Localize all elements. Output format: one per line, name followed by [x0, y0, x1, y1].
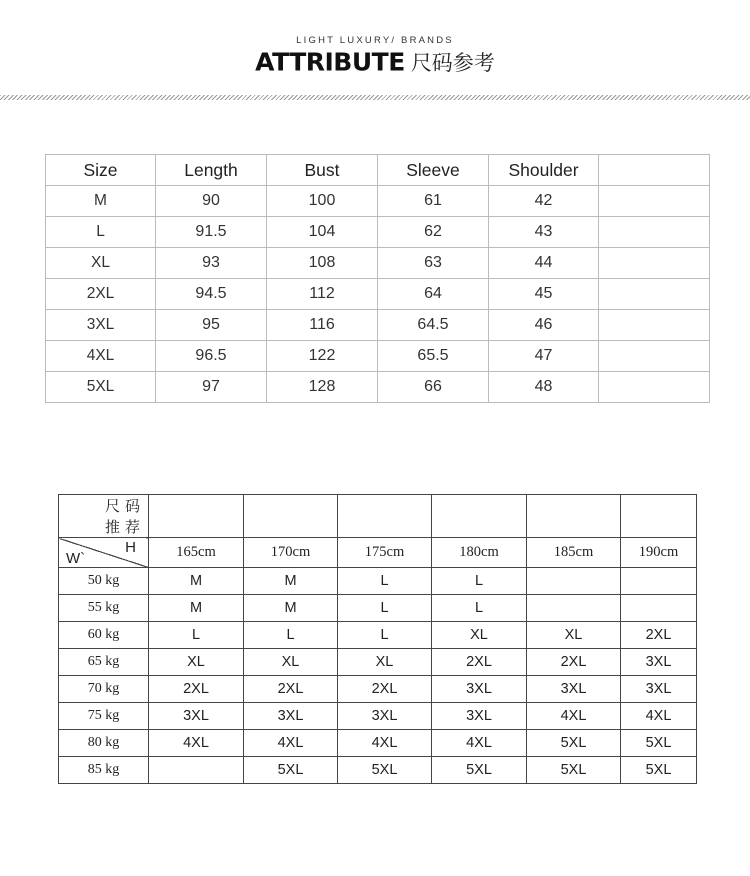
recommend-row: [59, 730, 697, 757]
size-chart-header-cell: Sleeve: [378, 155, 489, 186]
size-chart-cell: 64.5: [378, 310, 489, 341]
recommended-size-cell: 4XL: [244, 730, 338, 757]
recommend-row: [59, 595, 697, 622]
size-chart-header-cell: Shoulder: [489, 155, 599, 186]
size-chart-cell: 44: [489, 248, 599, 279]
weight-cell: 85 kg: [59, 757, 149, 784]
size-chart-cell: XL: [46, 248, 156, 279]
size-chart-cell: 95: [156, 310, 267, 341]
empty-cell: [621, 495, 697, 538]
title-chinese: 尺码参考: [410, 51, 495, 75]
weight-cell: 50 kg: [59, 568, 149, 595]
recommended-size-cell: XL: [244, 649, 338, 676]
size-chart-cell: 64: [378, 279, 489, 310]
size-chart-cell: [599, 310, 710, 341]
page-title: [0, 47, 750, 77]
size-chart-cell: [599, 217, 710, 248]
size-chart-row: [46, 279, 710, 310]
size-chart-cell: 116: [267, 310, 378, 341]
recommended-size-cell: 3XL: [621, 676, 697, 703]
weight-cell: 80 kg: [59, 730, 149, 757]
height-header-cell: 170cm: [244, 538, 338, 568]
size-chart-header-cell: Length: [156, 155, 267, 186]
weight-cell: 70 kg: [59, 676, 149, 703]
size-chart-cell: 96.5: [156, 341, 267, 372]
recommended-size-cell: 2XL: [244, 676, 338, 703]
recommended-size-cell: 4XL: [527, 703, 621, 730]
recommend-row: [59, 568, 697, 595]
page-header: [0, 0, 750, 100]
size-chart-cell: 5XL: [46, 372, 156, 403]
size-chart-cell: 122: [267, 341, 378, 372]
recommended-size-cell: 2XL: [621, 622, 697, 649]
size-chart-cell: 2XL: [46, 279, 156, 310]
recommended-size-cell: 5XL: [621, 757, 697, 784]
size-chart-table: [45, 154, 710, 403]
size-chart-header-cell: Size: [46, 155, 156, 186]
recommended-size-cell: 2XL: [149, 676, 244, 703]
size-chart-cell: [599, 372, 710, 403]
recommended-size-cell: 3XL: [338, 703, 432, 730]
recommended-size-cell: 3XL: [432, 703, 527, 730]
recommend-row: [59, 649, 697, 676]
recommended-size-cell: [621, 595, 697, 622]
empty-cell: [527, 495, 621, 538]
weight-cell: 55 kg: [59, 595, 149, 622]
recommended-size-cell: XL: [432, 622, 527, 649]
size-chart-header-cell: [599, 155, 710, 186]
brand-subtitle: LIGHT LUXURY/ BRANDS: [296, 35, 454, 46]
recommended-size-cell: 5XL: [621, 730, 697, 757]
recommended-size-cell: M: [149, 568, 244, 595]
recommended-size-cell: 5XL: [338, 757, 432, 784]
recommended-size-cell: 3XL: [621, 649, 697, 676]
recommended-size-cell: 5XL: [527, 757, 621, 784]
size-chart-row: [46, 186, 710, 217]
size-chart-cell: 46: [489, 310, 599, 341]
size-chart-cell: 93: [156, 248, 267, 279]
size-chart-cell: 108: [267, 248, 378, 279]
recommend-row: [59, 622, 697, 649]
size-chart-row: [46, 372, 710, 403]
recommended-size-cell: 4XL: [621, 703, 697, 730]
size-chart-cell: 63: [378, 248, 489, 279]
height-header-cell: 175cm: [338, 538, 432, 568]
size-chart-row: [46, 217, 710, 248]
recommended-size-cell: 3XL: [527, 676, 621, 703]
weight-cell: 65 kg: [59, 649, 149, 676]
size-chart-cell: 45: [489, 279, 599, 310]
empty-cell: [244, 495, 338, 538]
size-chart-row: [46, 341, 710, 372]
recommended-size-cell: 5XL: [244, 757, 338, 784]
recommended-size-cell: [149, 757, 244, 784]
recommended-size-cell: 5XL: [527, 730, 621, 757]
recommended-size-cell: 2XL: [527, 649, 621, 676]
recommended-size-cell: L: [432, 595, 527, 622]
empty-cell: [338, 495, 432, 538]
size-chart-cell: 112: [267, 279, 378, 310]
size-chart-cell: 65.5: [378, 341, 489, 372]
recommended-size-cell: XL: [338, 649, 432, 676]
size-chart-header-row: [46, 155, 710, 186]
size-chart-cell: 42: [489, 186, 599, 217]
size-chart-cell: 43: [489, 217, 599, 248]
size-chart-cell: 100: [267, 186, 378, 217]
recommended-size-cell: XL: [149, 649, 244, 676]
size-chart-cell: 66: [378, 372, 489, 403]
size-chart-cell: 104: [267, 217, 378, 248]
size-chart-cell: 128: [267, 372, 378, 403]
size-recommendation-table: [58, 494, 697, 784]
hatched-divider: [0, 95, 750, 100]
size-chart-cell: 91.5: [156, 217, 267, 248]
size-chart-row: [46, 248, 710, 279]
size-chart-cell: 62: [378, 217, 489, 248]
recommended-size-cell: L: [432, 568, 527, 595]
recommended-size-cell: L: [149, 622, 244, 649]
size-chart-cell: 48: [489, 372, 599, 403]
recommended-size-cell: 3XL: [244, 703, 338, 730]
recommended-size-cell: M: [149, 595, 244, 622]
empty-cell: [149, 495, 244, 538]
recommended-size-cell: 4XL: [338, 730, 432, 757]
size-chart-cell: [599, 248, 710, 279]
recommended-size-cell: [527, 568, 621, 595]
recommended-size-cell: 2XL: [338, 676, 432, 703]
size-chart-cell: 47: [489, 341, 599, 372]
recommended-size-cell: 2XL: [432, 649, 527, 676]
recommended-size-cell: 5XL: [432, 757, 527, 784]
height-weight-diagonal-header: [59, 538, 149, 568]
size-chart-cell: L: [46, 217, 156, 248]
height-header-cell: 190cm: [621, 538, 697, 568]
height-header-cell: 180cm: [432, 538, 527, 568]
recommended-size-cell: L: [338, 622, 432, 649]
empty-cell: [432, 495, 527, 538]
size-chart-cell: 61: [378, 186, 489, 217]
size-chart-cell: [599, 279, 710, 310]
size-chart-cell: 3XL: [46, 310, 156, 341]
weight-cell: 60 kg: [59, 622, 149, 649]
size-chart-cell: M: [46, 186, 156, 217]
weight-axis-label: W`: [66, 550, 86, 567]
size-chart-cell: [599, 341, 710, 372]
recommended-size-cell: [527, 595, 621, 622]
recommended-size-cell: 3XL: [149, 703, 244, 730]
size-chart-cell: 97: [156, 372, 267, 403]
recommended-size-cell: M: [244, 568, 338, 595]
recommended-size-cell: [621, 568, 697, 595]
size-chart-cell: 94.5: [156, 279, 267, 310]
recommend-row: [59, 757, 697, 784]
recommend-row: [59, 703, 697, 730]
recommended-size-cell: L: [338, 595, 432, 622]
title-english: ATTRIBUTE: [255, 47, 405, 77]
recommended-size-cell: 4XL: [432, 730, 527, 757]
recommended-size-cell: 3XL: [432, 676, 527, 703]
height-axis-label: H: [125, 539, 136, 556]
recommended-size-cell: XL: [527, 622, 621, 649]
size-chart-cell: 4XL: [46, 341, 156, 372]
height-header-cell: 185cm: [527, 538, 621, 568]
recommended-size-cell: L: [244, 622, 338, 649]
recommended-size-cell: 4XL: [149, 730, 244, 757]
size-chart-cell: [599, 186, 710, 217]
recommend-row: [59, 676, 697, 703]
recommended-size-cell: L: [338, 568, 432, 595]
size-chart-cell: 90: [156, 186, 267, 217]
recommended-size-cell: M: [244, 595, 338, 622]
height-header-cell: 165cm: [149, 538, 244, 568]
recommend-title: 尺码推荐: [59, 495, 149, 538]
weight-cell: 75 kg: [59, 703, 149, 730]
size-chart-row: [46, 310, 710, 341]
size-chart-header-cell: Bust: [267, 155, 378, 186]
